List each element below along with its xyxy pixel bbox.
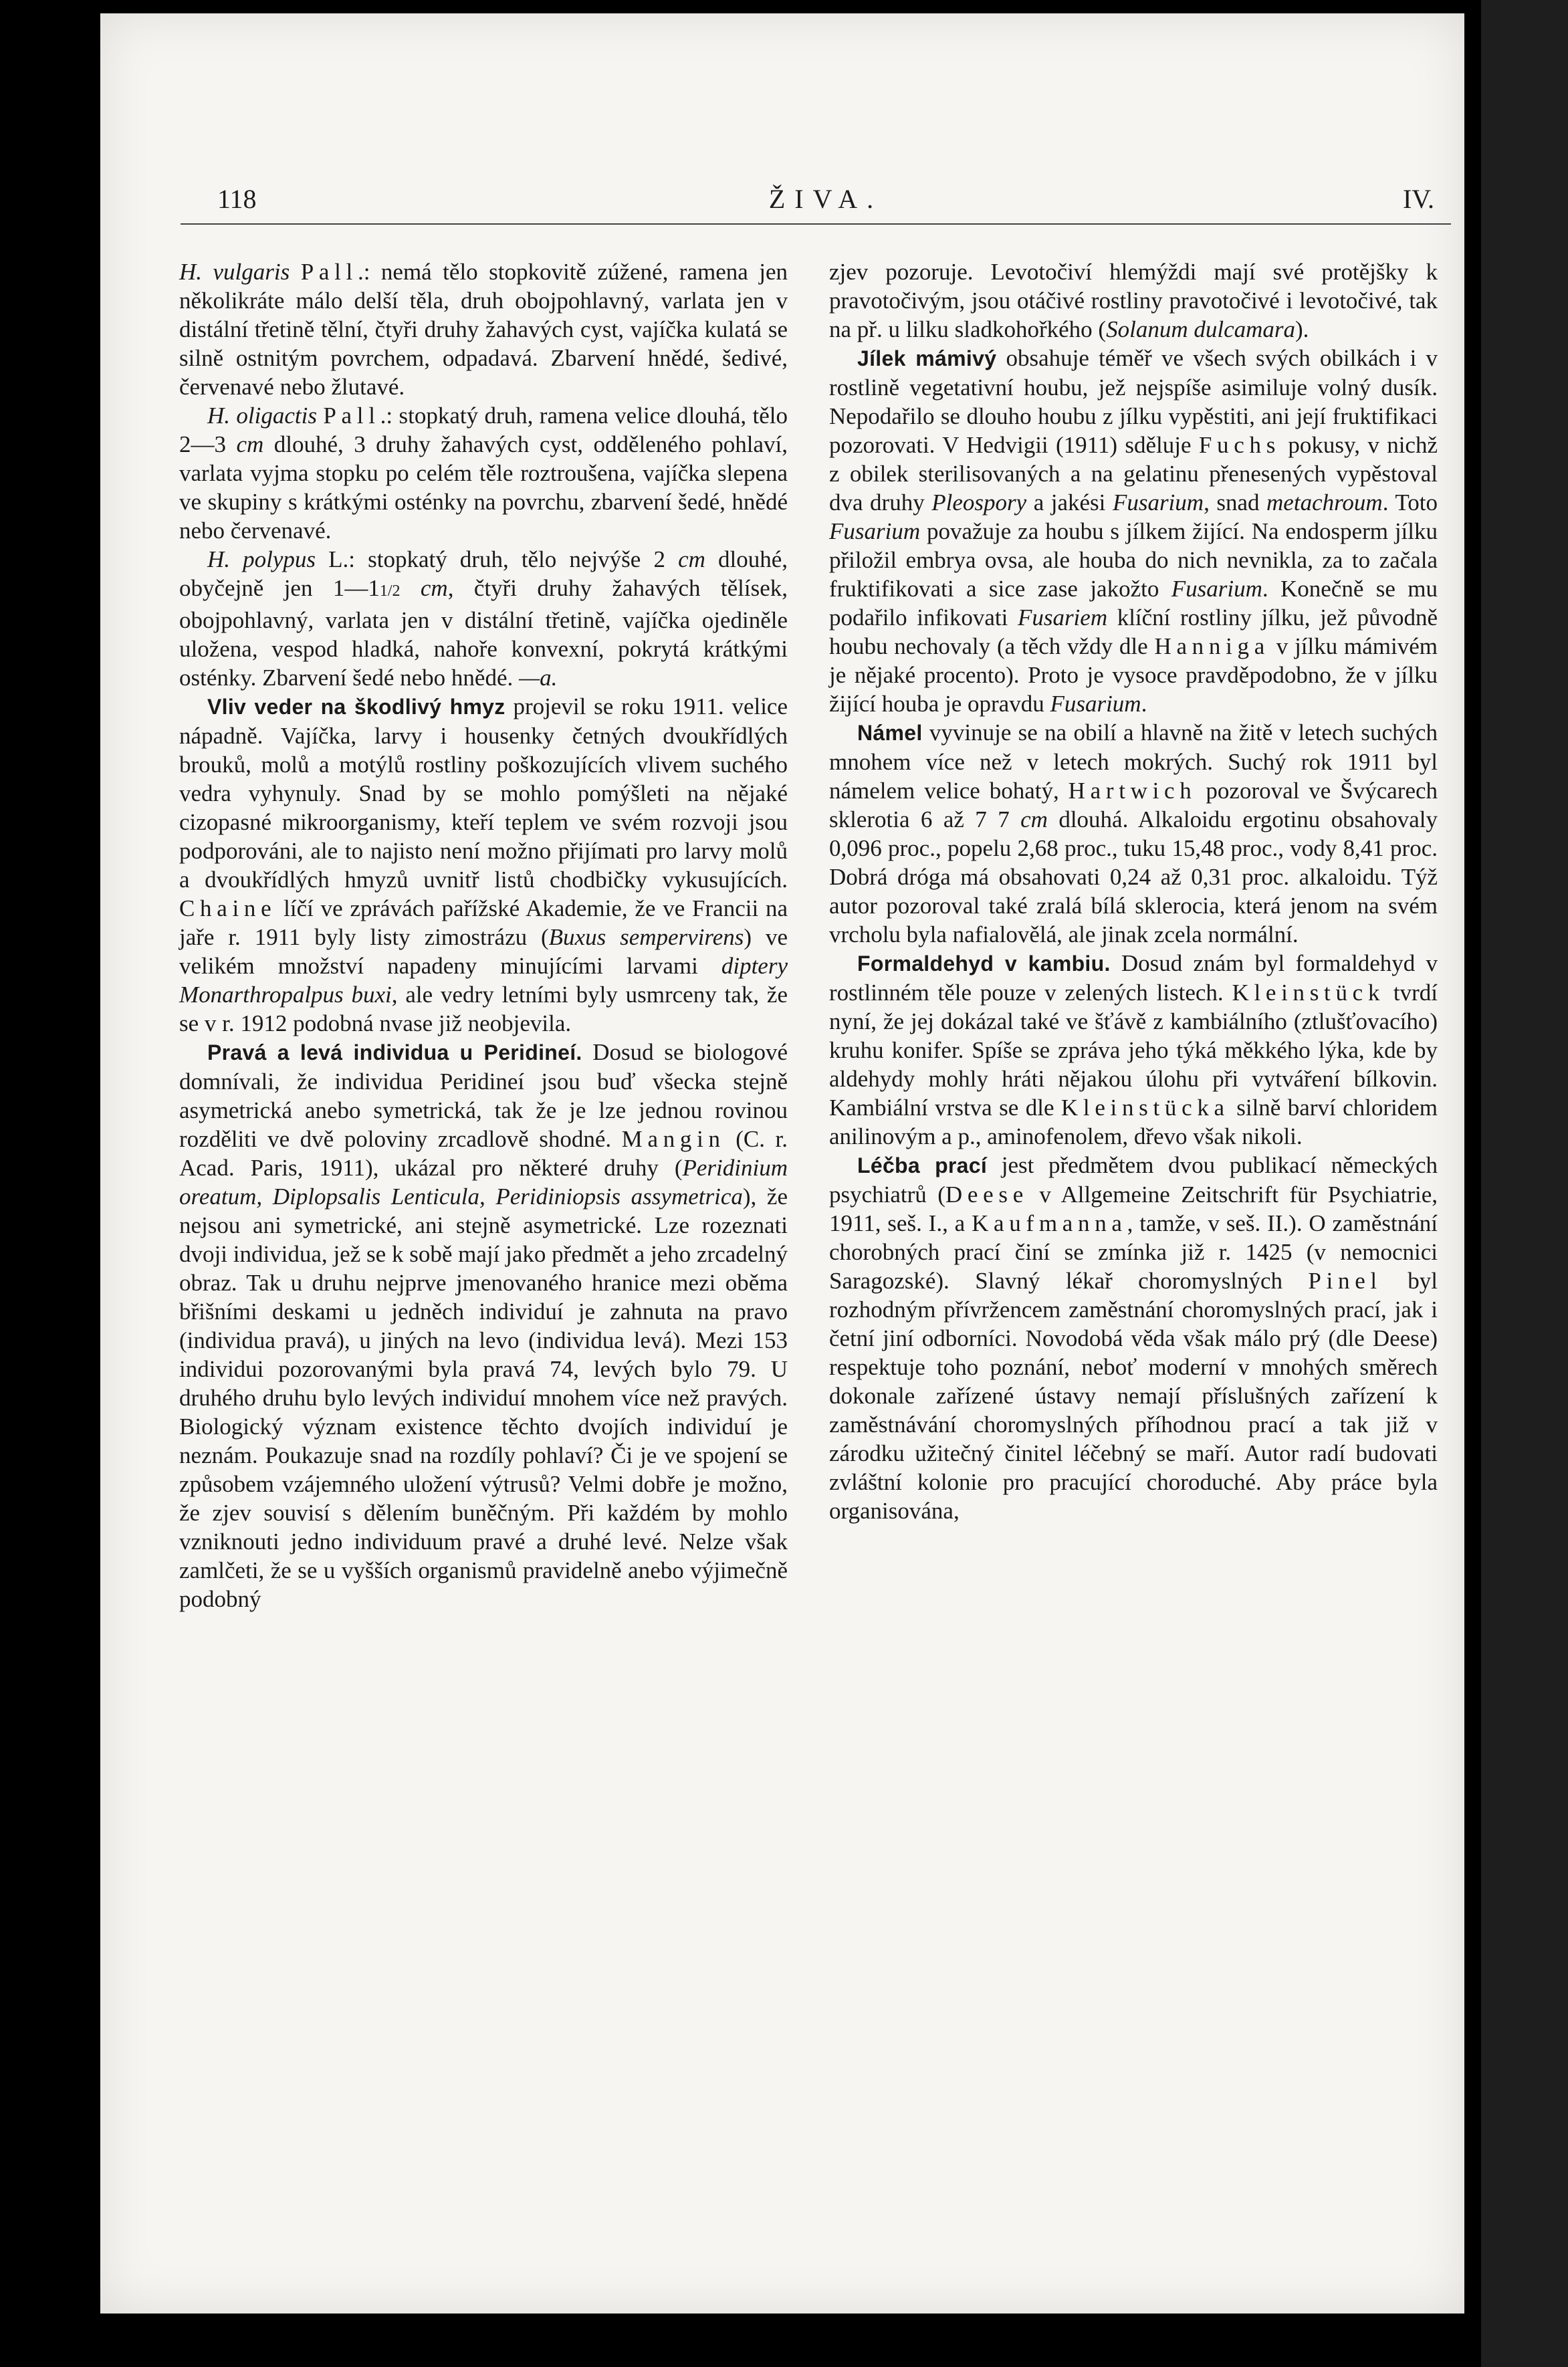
header-rule (181, 223, 1451, 225)
article-heading: Jílek mámivý (857, 346, 997, 370)
entry-h-polypus: H. polypus L.: stopkatý druh, tělo nejvýše 2 cm dlouhé, obyčejně jen 1—11/2 cm, čtyři druhy žahavých tělísek, obojpohlavný, varlata jen v distální třetině, vajíčka ojediněle uložena, vespod hladká, nahoře konvexní, pokrytá krátkými osténky. Zbarvení šedé nebo hnědé. —a. (179, 546, 788, 691)
article-heading: Léčba prací (857, 1153, 988, 1177)
article-formaldehyd: Formaldehyd v kambiu. Dosud znám byl formaldehyd v rostlinném těle pouze v zelených listech. Kleinstück tvrdí nyní, že jej dokázal také ve šťávě z kambiálního (ztlušťovacího) kruhu konifer. Spíše se zpráva jeho týká měkkého lýka, kde by aldehydy mohly hráti nějakou úlohu při vytváření bílkovin. Kambiální vrstva se dle Kleinstücka silně barví chloridem anilinovým a p., aminofenolem, dřevo však nikoli. (829, 950, 1438, 1149)
article-heading: Formaldehyd v kambiu. (857, 951, 1111, 976)
page-number: 118 (217, 184, 257, 214)
author-signature: —a. (518, 665, 558, 691)
entry-h-vulgaris: H. vulgaris Pall.: nemá tělo stopkovitě zúžené, ramena jen několikráte málo delší těla, druh obojpohlavný, varlata jen v distální třetině tělní, čtyři druhy žahavých cyst, vajíčka kulatá se silně ostnitým povrchem, odpadavá. Zbarvení hnědé, šedivé, červenavé nebo žlutavé. (179, 259, 788, 400)
article-jilek: Jílek mámivý obsahuje téměř ve všech svých obilkách i v rostlině vegetativní houbu, jež nejspíše asimiluje volný dusík. Nepodařilo se dlouho houbu z jílku vypěstiti, ani její fruktifikaci pozorovati. V Hedvigii (1911) sděluje Fuchs pokusy, v nichž z obilek sterilisovaných a na gelatinu přenesených vypěstoval dva druhy Pleospory a jakési Fusarium, snad metachroum. Toto Fusarium považuje za houbu s jílkem žijící. Na endosperm jílku přiložil embrya ovsa, ale houba do nich nevnikla, za to začala fruktifikovati a sice zase jakožto Fusarium. Konečně se mu podařilo infikovati Fusariem klíční rostliny jílku, jež původně houbu nechovaly (a těch vždy dle Hanniga v jílku mámivém je nějaké procento). Proto je vysoce pravděpodobno, že v jílku žijící houba je opravdu Fusarium. (829, 345, 1438, 717)
journal-title: ŽIVA. (768, 184, 883, 214)
article-heading: Námel (857, 721, 923, 745)
left-column (179, 257, 788, 1613)
continuation-paragraph: zjev pozoruje. Levotočiví hlemýždi mají své protějšky k pravotočivým, jsou otáčivé rostliny pravotočivé i levotočivé, tak na př. u lilku sladkohořkého (Solanum dulcamara). (829, 259, 1438, 342)
volume-number: IV. (1402, 184, 1434, 214)
running-head (197, 183, 1454, 223)
entry-h-oligactis: H. oligactis Pall.: stopkatý druh, ramena velice dlouhá, tělo 2—3 cm dlouhé, 3 druhy žahavých cyst, odděleného pohlaví, varlata vyjma stopku po celém těle roztroušena, vajíčka slepena ve skupiny s krátkými osténky na povrchu, zbarvení šedé, hnědé nebo červenavé. (179, 403, 788, 544)
scan-border (1481, 0, 1568, 2367)
article-lecba: Léčba prací jest předmětem dvou publikací německých psychiatrů (Deese v Allgemeine Zeitschrift für Psychiatrie, 1911, seš. I., a Kaufmanna, tamže, v seš. II.). O zaměstnání chorobných prací činí se zmínka již r. 1425 (v nemocnici Saragozské). Slavný lékař choromyslných Pinel byl rozhodným přívržencem zaměstnání choromyslných prací, jak i četní jiní odborníci. Novodobá věda však málo prý (dle Deese) respektuje toho poznání, neboť moderní v mnohých směrech dokonale zařízené ústavy nemají příslušných zařízení k zaměstnávání choromyslných příhodnou prací a tak již v zárodku užitečný činitel léčebný se maří. Autor radí budovati zvláštní kolonie pro pracující choroduché. Aby práce byla organisována, (829, 1152, 1438, 1524)
article-namel: Námel vyvinuje se na obilí a hlavně na žitě v letech suchých mnohem více než v letech mokrých. Suchý rok 1911 byl námelem velice bohatý, Hartwich pozoroval ve Švýcarech sklerotia 6 až 7 7 cm dlouhá. Alkaloidu ergotinu obsahovaly 0,096 proc., popelu 2,68 proc., tuku 15,48 proc., vody 8,41 proc. Dobrá dróga má obsahovati 0,24 až 0,31 proc. alkaloidu. Týž autor pozoroval také zralá bílá sklerocia, která jenom na svém vrcholu byla nafialovělá, ale jinak zcela normální. (829, 719, 1438, 947)
article-vliv-veder: Vliv veder na škodlivý hmyz projevil se roku 1911. velice nápadně. Vajíčka, larvy i housenky četných dvoukřídlých brouků, molů a motýlů rostliny poškozujících vlivem suchého vedra vyhynuly. Snad by se mohlo pomýšleti na nějaké cizopasné mikroorganismy, kteří teplem ve svém rozvoji jsou podporováni, ale to najisto není možno přijímati pro larvy molů a dvoukřídlých hmyzů uvnitř listů chodbičky vykusujících. Chaine líčí ve zprávách pařížské Akademie, že ve Francii na jaře r. 1911 byly listy zimostrázu (Buxus sempervirens) ve velikém množství napadeny minujícími larvami diptery Monarthropalpus buxi, ale vedry letními byly usmrceny tak, že se v r. 1912 podobná nvase již neobjevila. (179, 693, 788, 1036)
right-column (829, 257, 1438, 1525)
article-heading: Vliv veder na škodlivý hmyz (207, 695, 506, 719)
article-heading: Pravá a levá individua u Peridineí. (207, 1040, 582, 1064)
article-peridinei: Pravá a levá individua u Peridineí. Dosud se biologové domnívali, že individua Peridineí jsou buď všecka stejně asymetrická anebo symetrická, tak že je lze jednou rovinou rozděliti ve dvě poloviny zrcadlově shodné. Mangin (C. r. Acad. Paris, 1911), ukázal pro některé druhy (Peridinium oreatum, Diplopsalis Lenticula, Peridiniopsis assymetrica), že nejsou ani symetrické, ani stejně asymetrické. Lze rozeznati dvoji individua, jež se k sobě mají jako předmět a jeho zrcadelný obraz. Tak u druhu nejprve jmenovaného hranice mezi oběma břišními deskami u jedněch individuí je zahnuta na pravo (individua pravá), u jiných na levo (individua levá). Mezi 153 individui pozorovanými byla pravá 74, levých bylo 79. U druhého druhu bylo levých individuí mnohem více než pravých. Biologický význam existence těchto dvojích individuí je neznám. Poukazuje snad na rozdíly pohlaví? Či je ve spojení se způsobem vzájemného uložení výtrusů? Velmi dobře je možno, že zjev souvisí s dělením buněčným. Při každém by mohlo vzniknouti jedno individuum pravé a druhé levé. Nelze však zamlčeti, že se u vyšších organismů pravidelně anebo výjimečně podobný (179, 1039, 788, 1612)
